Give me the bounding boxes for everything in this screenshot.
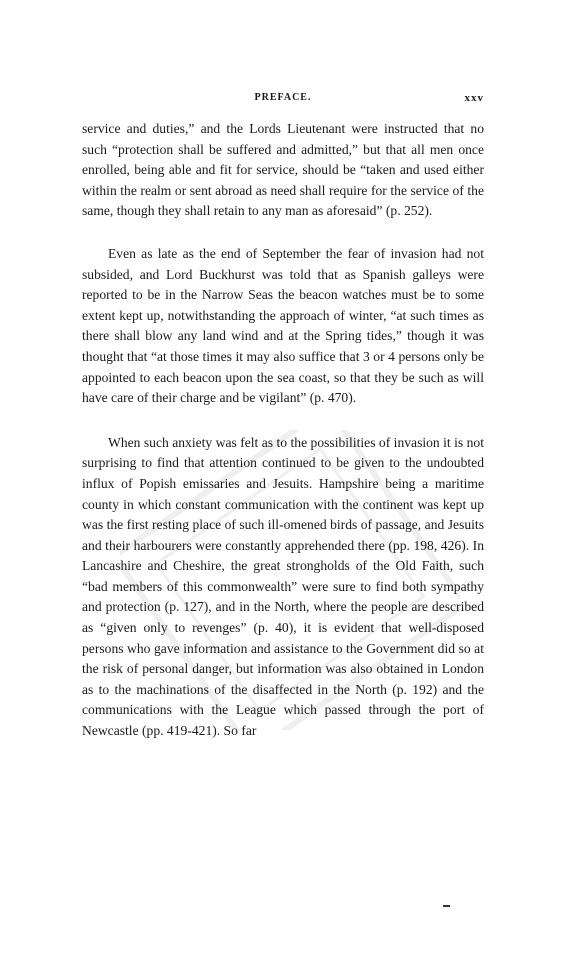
paragraph: service and duties,” and the Lords Lieutenant were instructed that no such “protection shall be suffered and admitted,” but that all men once enrolled, being able and fit for service, should be “taken and used either within the realm or sent abroad as need shall require for the service of the same, though they shall retain to any man as aforesaid” (p. 252). bbox=[82, 121, 484, 219]
page-header bbox=[82, 92, 484, 108]
running-head: PREFACE. bbox=[254, 92, 312, 103]
body-text bbox=[82, 119, 484, 742]
printers-mark bbox=[443, 905, 450, 907]
paragraph: When such anxiety was felt as to the possibilities of invasion it is not surprising to find that attention continued to be given to the undoubted influx of Popish emissaries and Jesuits. Hampshire being a maritime county in which constant communication with the continent was kept up was the first resting place of such ill-omened birds of passage, and Jesuits and their harbourers were constantly apprehended there (pp. 198, 426). In Lancashire and Cheshire, the great strongholds of the Old Faith, such “bad members of this commonwealth” were sure to find both sympathy and protection (p. 127), and in the North, where the people are described as “given only to revenges” (p. 40), it is evident that well-disposed persons who gave information and assistance to the Government did so at the risk of personal danger, but information was also obtained in London as to the machinations of the disaffected in the North (p. 192) and the communications with the League which passed through the port of Newcastle (pp. 419-421). So far bbox=[82, 434, 484, 739]
page-number: xxv bbox=[464, 92, 484, 104]
paragraph: Even as late as the end of September the fear of invasion had not subsided, and Lord Buckhurst was told that as Spanish galleys were reported to be in the Narrow Seas the beacon watches must be to some extent kept up, notwithstanding the approach of winter, “at such times as there shall blow any land wind and at the Spring tides,” though it was thought that “at those times it may also suffice that 3 or 4 persons only be appointed to each beacon upon the sea coast, so that they be such as will have care of their charge and be vigilant” (p. 470). bbox=[82, 245, 484, 406]
